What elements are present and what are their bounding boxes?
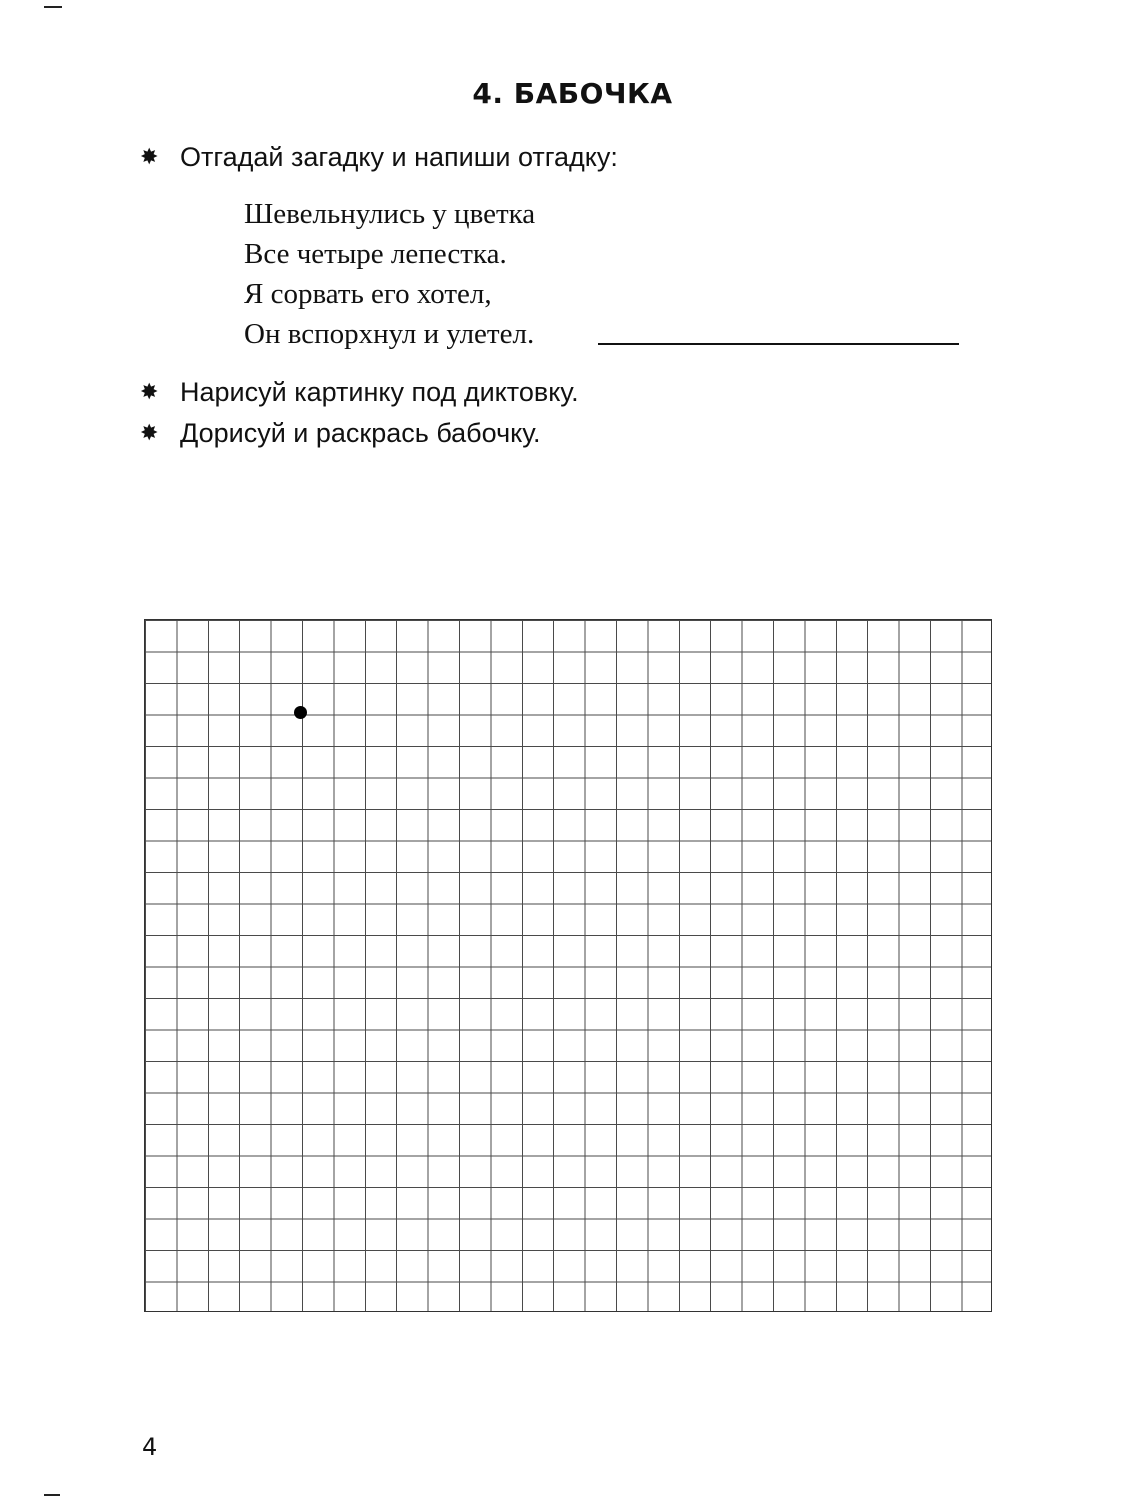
crop-mark-bottom — [44, 1494, 60, 1496]
crop-mark-top — [44, 6, 62, 8]
task-text: Нарисуй картинку под диктовку. — [180, 377, 579, 407]
graph-paper-grid[interactable] — [144, 619, 992, 1312]
riddle-line-1: Шевельнулись у цветка — [244, 198, 536, 230]
task-text: Отгадай загадку и напиши отгадку: — [180, 142, 618, 172]
page-number: 4 — [142, 1433, 158, 1461]
task-item-color — [140, 415, 541, 452]
riddle-line-4: Он вспорхнул и улетел. — [244, 318, 535, 350]
task-item-dictation — [140, 374, 579, 411]
page-title: 4. БАБОЧКА — [472, 77, 673, 110]
riddle-line-2: Все четыре лепестка. — [244, 238, 507, 270]
star-bullet-icon: ✸ — [140, 380, 159, 405]
task-item-riddle — [140, 139, 618, 176]
star-bullet-icon: ✸ — [140, 145, 159, 170]
task-text: Дорисуй и раскрась бабочку. — [180, 418, 541, 448]
star-bullet-icon: ✸ — [140, 421, 159, 446]
riddle-line-3: Я сорвать его хотел, — [244, 278, 492, 310]
start-point-dot — [294, 706, 307, 719]
answer-line[interactable] — [598, 343, 959, 345]
